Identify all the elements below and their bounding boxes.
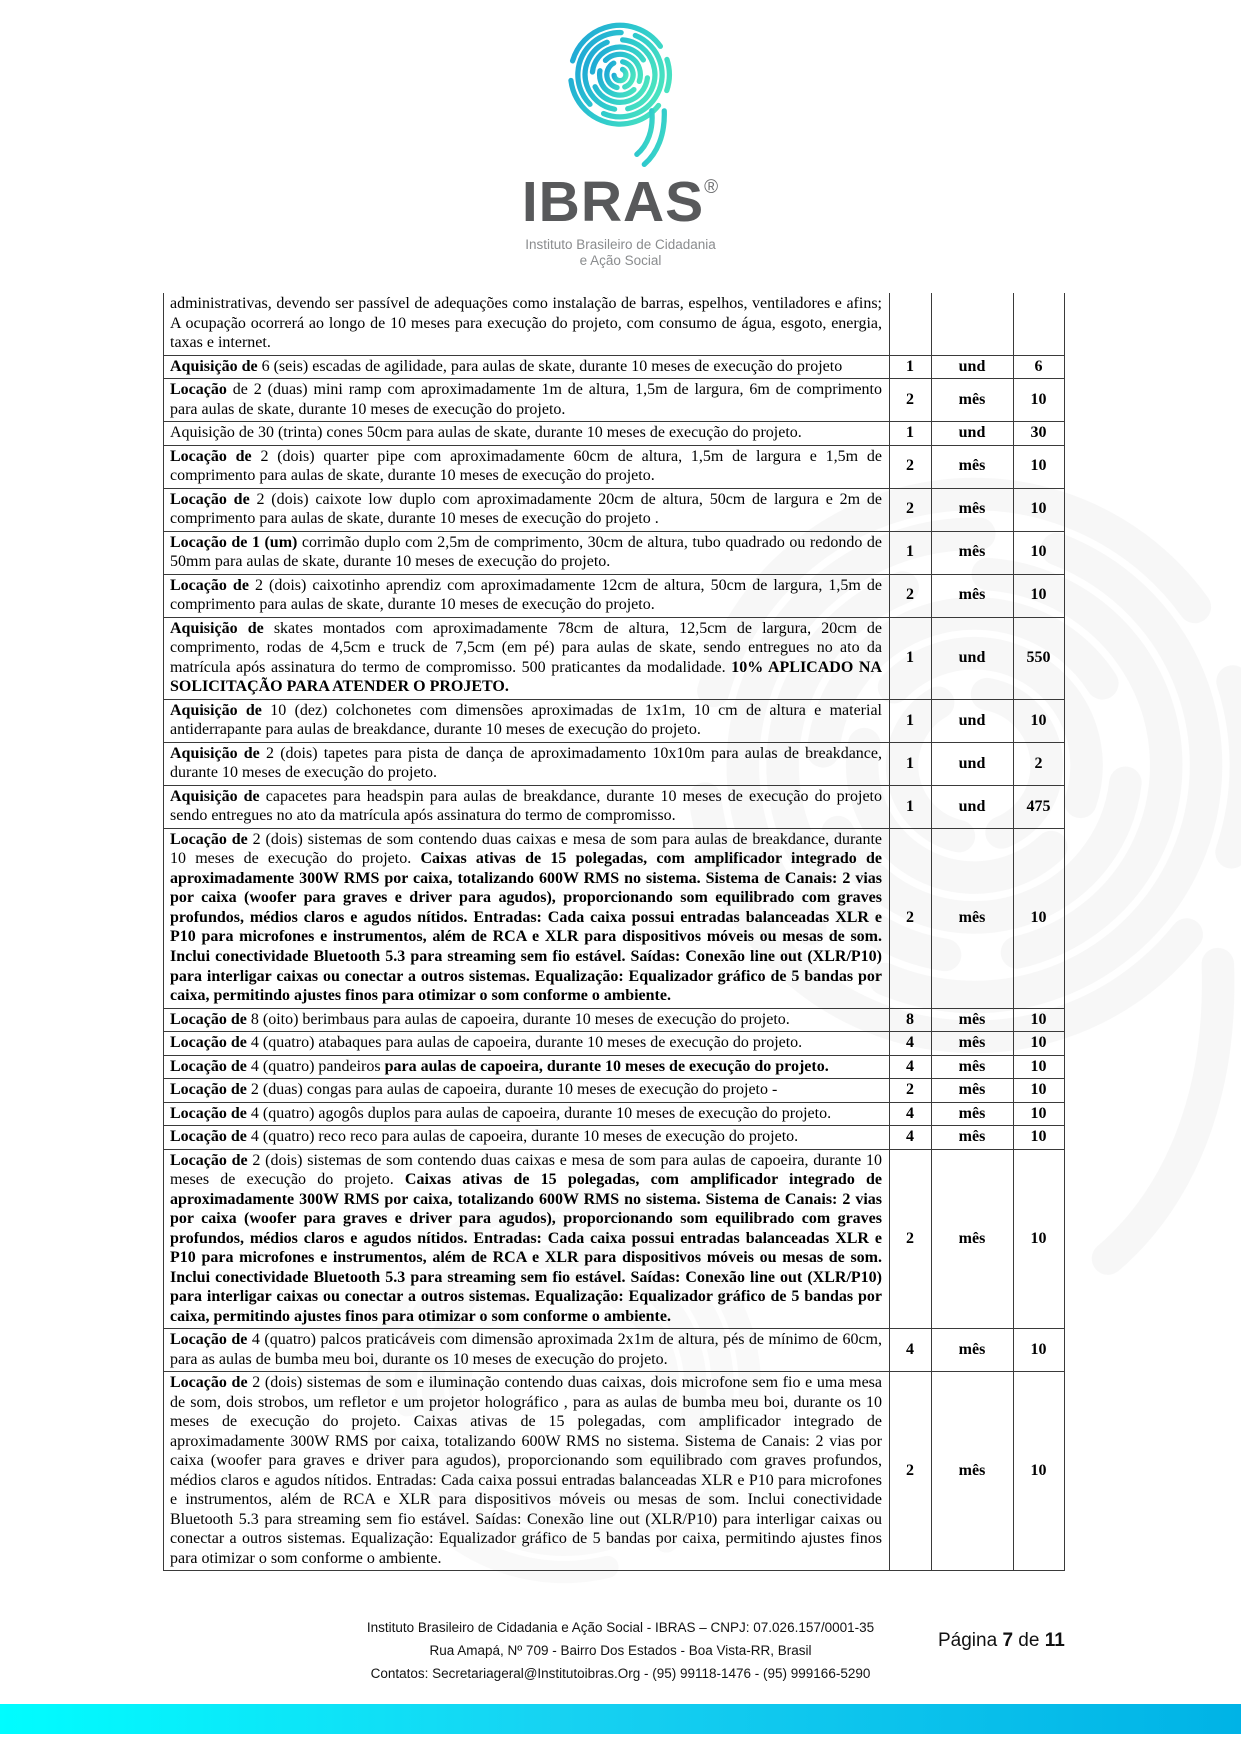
item-description: Aquisição de 6 (seis) escadas de agilidade, para aulas de skate, durante 10 meses de execução do projeto: [164, 355, 890, 379]
item-unit: und: [932, 355, 1014, 379]
item-description: Locação de 2 (dois) sistemas de som contendo duas caixas e mesa de som para aulas de breakdance, durante 10 meses de execução do projeto. Caixas ativas de 15 polegadas, com amplificador integrado de aproximadamente 300W RMS por caixa, totalizando 600W RMS no sistema. Sistema de Canais: 2 vias por caixa (woofer para graves e driver para agudos), proporcionando som equilibrado com graves profundos, médios claros e agudos nítidos. Entradas: Cada caixa possui entradas balanceadas XLR e P10 para microfones e instrumentos, além de RCA e XLR para dispositivos móveis ou mesas de som. Inclui conectividade Bluetooth 5.3 para streaming sem fio estável. Saídas: Conexão line out (XLR/P10) para interligar caixas ou conectar a outros sistemas. Equalização: Equalizador gráfico de 5 bandas por caixa, permitindo ajustes finos para otimizar o som conforme o ambiente.: [164, 828, 890, 1008]
item-quantity: 4: [890, 1055, 932, 1079]
item-total: 10: [1014, 488, 1065, 531]
item-total: 2: [1014, 742, 1065, 785]
item-quantity: 2: [890, 1372, 932, 1571]
brand-wordmark: [0, 170, 1241, 234]
items-table: [163, 293, 1065, 1571]
item-unit: und: [932, 617, 1014, 699]
item-total: 10: [1014, 574, 1065, 617]
item-total: 6: [1014, 355, 1065, 379]
item-total: 10: [1014, 1032, 1065, 1056]
item-total: 550: [1014, 617, 1065, 699]
item-total: 10: [1014, 531, 1065, 574]
table-row: [164, 1055, 1065, 1079]
item-total: 10: [1014, 379, 1065, 422]
item-total: 10: [1014, 1329, 1065, 1372]
page-header: [0, 12, 1241, 269]
table-row: [164, 379, 1065, 422]
item-quantity: 1: [890, 617, 932, 699]
item-quantity: 1: [890, 422, 932, 446]
item-description: Aquisição de 10 (dez) colchonetes com dimensões aproximadas de 1x1m, 10 cm de altura e material antiderrapante para aulas de breakdance, durante 10 meses de execução do projeto.: [164, 699, 890, 742]
item-quantity: 1: [890, 531, 932, 574]
page-prefix: Página: [938, 1630, 1003, 1651]
page-of: de: [1013, 1630, 1045, 1651]
table-row: [164, 1329, 1065, 1372]
item-unit: und: [932, 785, 1014, 828]
item-unit: mês: [932, 488, 1014, 531]
item-quantity: 1: [890, 742, 932, 785]
item-unit: und: [932, 742, 1014, 785]
page-total: 11: [1044, 1630, 1065, 1651]
item-quantity: 2: [890, 574, 932, 617]
item-quantity: 2: [890, 1149, 932, 1329]
table-row: [164, 1126, 1065, 1150]
item-unit: und: [932, 422, 1014, 446]
item-total: 10: [1014, 1055, 1065, 1079]
item-total: 10: [1014, 1079, 1065, 1103]
tagline-line-2: e Ação Social: [579, 253, 662, 269]
item-description: Locação de 2 (dois) caixote low duplo com aproximadamente 20cm de altura, 50cm de largura e 2m de comprimento para aulas de skate, durante 10 meses de execução do projeto .: [164, 488, 890, 531]
item-quantity: 4: [890, 1032, 932, 1056]
item-total: 30: [1014, 422, 1065, 446]
item-description: Aquisição de skates montados com aproximadamente 78cm de altura, 12,5cm de largura, 20cm de comprimento, rodas de 4,5cm e truck de 7,5cm (em pé) para aulas de skate, sendo entregues no ato da matrícula após assinatura do termo de compromisso. 500 praticantes da modalidade. 10% APLICADO NA SOLICITAÇÃO PARA ATENDER O PROJETO.: [164, 617, 890, 699]
item-description: Aquisição de 30 (trinta) cones 50cm para aulas de skate, durante 10 meses de execução do projeto.: [164, 422, 890, 446]
item-description: Locação de 4 (quatro) pandeiros para aulas de capoeira, durante 10 meses de execução do projeto.: [164, 1055, 890, 1079]
footer-contacts-line: Contatos: Secretariageral@Institutoibras.Org - (95) 99118-1476 - (95) 999166-5290: [370, 1666, 871, 1682]
item-unit: mês: [932, 1102, 1014, 1126]
item-description: Locação de 2 (dois) sistemas de som contendo duas caixas e mesa de som para aulas de capoeira, durante 10 meses de execução do projeto. Caixas ativas de 15 polegadas, com amplificador integrado de aproximadamente 300W RMS por caixa, totalizando 600W RMS no sistema. Sistema de Canais: 2 vias por caixa (woofer para graves e driver para agudos), proporcionando som equilibrado com graves profundos, médios claros e agudos nítidos. Entradas: Cada caixa possui entradas balanceadas XLR e P10 para microfones e instrumentos, além de RCA e XLR para dispositivos móveis ou mesas de som. Inclui conectividade Bluetooth 5.3 para streaming sem fio estável. Saídas: Conexão line out (XLR/P10) para interligar caixas ou conectar a outros sistemas. Equalização: Equalizador gráfico de 5 bandas por caixa, permitindo ajustes finos para otimizar o som conforme o ambiente.: [164, 1149, 890, 1329]
item-quantity: [890, 293, 932, 355]
table-row: [164, 1149, 1065, 1329]
item-total: 10: [1014, 1372, 1065, 1571]
item-total: 10: [1014, 828, 1065, 1008]
item-unit: mês: [932, 1032, 1014, 1056]
item-unit: mês: [932, 1055, 1014, 1079]
item-description: Locação de 2 (duas) mini ramp com aproximadamente 1m de altura, 1,5m de largura, 6m de comprimento para aulas de skate, durante 10 meses de execução do projeto.: [164, 379, 890, 422]
item-quantity: 8: [890, 1008, 932, 1032]
bottom-gradient-bar: [0, 1704, 1241, 1734]
table-row: [164, 1102, 1065, 1126]
item-total: 10: [1014, 1102, 1065, 1126]
item-unit: mês: [932, 828, 1014, 1008]
item-total: 10: [1014, 699, 1065, 742]
table-row: [164, 1372, 1065, 1571]
item-quantity: 2: [890, 1079, 932, 1103]
item-description: Locação de 2 (dois) quarter pipe com aproximadamente 60cm de altura, 1,5m de largura e 1,5m de comprimento para aulas de skate, durante 10 meses de execução do projeto.: [164, 445, 890, 488]
registered-trademark-icon: ®: [704, 177, 720, 198]
item-description: Locação de 8 (oito) berimbaus para aulas de capoeira, durante 10 meses de execução do projeto.: [164, 1008, 890, 1032]
item-description: Locação de 4 (quatro) atabaques para aulas de capoeira, durante 10 meses de execução do projeto.: [164, 1032, 890, 1056]
table-row: [164, 1079, 1065, 1103]
item-quantity: 1: [890, 699, 932, 742]
item-total: 10: [1014, 1149, 1065, 1329]
item-description: Locação de 4 (quatro) agogôs duplos para aulas de capoeira, durante 10 meses de execução do projeto.: [164, 1102, 890, 1126]
table-row: [164, 293, 1065, 355]
table-row: [164, 1008, 1065, 1032]
table-row: [164, 1032, 1065, 1056]
item-quantity: 4: [890, 1126, 932, 1150]
item-unit: mês: [932, 574, 1014, 617]
brand-tagline: [0, 237, 1241, 269]
item-unit: mês: [932, 1372, 1014, 1571]
item-unit: mês: [932, 1149, 1014, 1329]
item-quantity: 4: [890, 1102, 932, 1126]
item-description: Locação de 4 (quatro) reco reco para aulas de capoeira, durante 10 meses de execução do projeto.: [164, 1126, 890, 1150]
table-row: [164, 574, 1065, 617]
tagline-line-1: Instituto Brasileiro de Cidadania: [525, 237, 716, 252]
item-description: Locação de 4 (quatro) palcos praticáveis com dimensão aproximada 2x1m de altura, pés de mínimo de 60cm, para as aulas de bumba meu boi, durante os 10 meses de execução do projeto.: [164, 1329, 890, 1372]
item-description: Aquisição de capacetes para headspin para aulas de breakdance, durante 10 meses de execução do projeto sendo entregues no ato da matrícula após assinatura do termo de compromisso.: [164, 785, 890, 828]
item-unit: mês: [932, 1008, 1014, 1032]
item-description: administrativas, devendo ser passível de adequações como instalação de barras, espelhos, ventiladores e afins; A ocupação ocorrerá ao longo de 10 meses para execução do projeto, com consumo de água, esgoto, energia, taxas e internet.: [164, 293, 890, 355]
table-row: [164, 355, 1065, 379]
table-row: [164, 422, 1065, 446]
item-quantity: 2: [890, 379, 932, 422]
item-quantity: 2: [890, 488, 932, 531]
item-quantity: 1: [890, 355, 932, 379]
item-total: [1014, 293, 1065, 355]
footer-institute-line: Instituto Brasileiro de Cidadania e Ação Social - IBRAS – CNPJ: 07.026.157/0001-35: [366, 1620, 875, 1635]
footer-address-line: Rua Amapá, Nº 709 - Bairro Dos Estados - Boa Vista-RR, Brasil: [429, 1643, 812, 1659]
item-quantity: 1: [890, 785, 932, 828]
table-row: [164, 445, 1065, 488]
brand-text: IBRAS: [521, 170, 705, 234]
item-description: Locação de 2 (duas) congas para aulas de capoeira, durante 10 meses de execução do projeto -: [164, 1079, 890, 1103]
table-row: [164, 488, 1065, 531]
table-row: [164, 617, 1065, 699]
table-row: [164, 742, 1065, 785]
item-total: 475: [1014, 785, 1065, 828]
item-unit: und: [932, 699, 1014, 742]
table-row: [164, 828, 1065, 1008]
item-quantity: 2: [890, 828, 932, 1008]
table-row: [164, 531, 1065, 574]
item-quantity: 2: [890, 445, 932, 488]
item-description: Aquisição de 2 (dois) tapetes para pista de dança de aproximadamento 10x10m para aulas de breakdance, durante 10 meses de execução do projeto.: [164, 742, 890, 785]
table-row: [164, 699, 1065, 742]
items-table-container: [163, 293, 1064, 1571]
item-description: Locação de 2 (dois) caixotinho aprendiz com aproximadamente 12cm de altura, 50cm de largura, 1,5m de comprimento para aulas de skate, durante 10 meses de execução do projeto.: [164, 574, 890, 617]
table-row: [164, 785, 1065, 828]
item-unit: mês: [932, 1329, 1014, 1372]
fingerprint-brazil-logo-icon: [546, 12, 696, 170]
item-unit: mês: [932, 1079, 1014, 1103]
item-total: 10: [1014, 445, 1065, 488]
item-unit: mês: [932, 531, 1014, 574]
item-unit: mês: [932, 1126, 1014, 1150]
item-description: Locação de 2 (dois) sistemas de som e iluminação contendo duas caixas, dois microfone sem fio e uma mesa de som, dois strobos, um refletor e um projetor holográfico , para as aulas de bumba meu boi, durante os 10 meses de execução do projeto. Caixas ativas de 15 polegadas, com amplificador integrado de aproximadamente 300W RMS por caixa, totalizando 600W RMS no sistema. Sistema de Canais: 2 vias por caixa (woofer para graves e driver para agudos), proporcionando som equilibrado com graves profundos, médios claros e agudos nítidos. Entradas: Cada caixa possui entradas balanceadas XLR e P10 para microfones e instrumentos, além de RCA e XLR para dispositivos móveis ou mesas de som. Inclui conectividade Bluetooth 5.3 para streaming sem fio estável. Saídas: Conexão line out (XLR/P10) para interligar caixas ou conectar a outros sistemas. Equalização: Equalizador gráfico de 5 bandas por caixa, permitindo ajustes finos para otimizar o som conforme o ambiente.: [164, 1372, 890, 1571]
item-unit: [932, 293, 1014, 355]
item-quantity: 4: [890, 1329, 932, 1372]
item-total: 10: [1014, 1126, 1065, 1150]
page-number: 7: [1002, 1630, 1014, 1651]
item-description: Locação de 1 (um) corrimão duplo com 2,5m de comprimento, 30cm de altura, tubo quadrado ou redondo de 50mm para aulas de skate, durante 10 meses de execução do projeto.: [164, 531, 890, 574]
page-number-label: [938, 1630, 1065, 1652]
items-table-body: [164, 293, 1065, 1571]
item-unit: mês: [932, 379, 1014, 422]
item-unit: mês: [932, 445, 1014, 488]
item-total: 10: [1014, 1008, 1065, 1032]
